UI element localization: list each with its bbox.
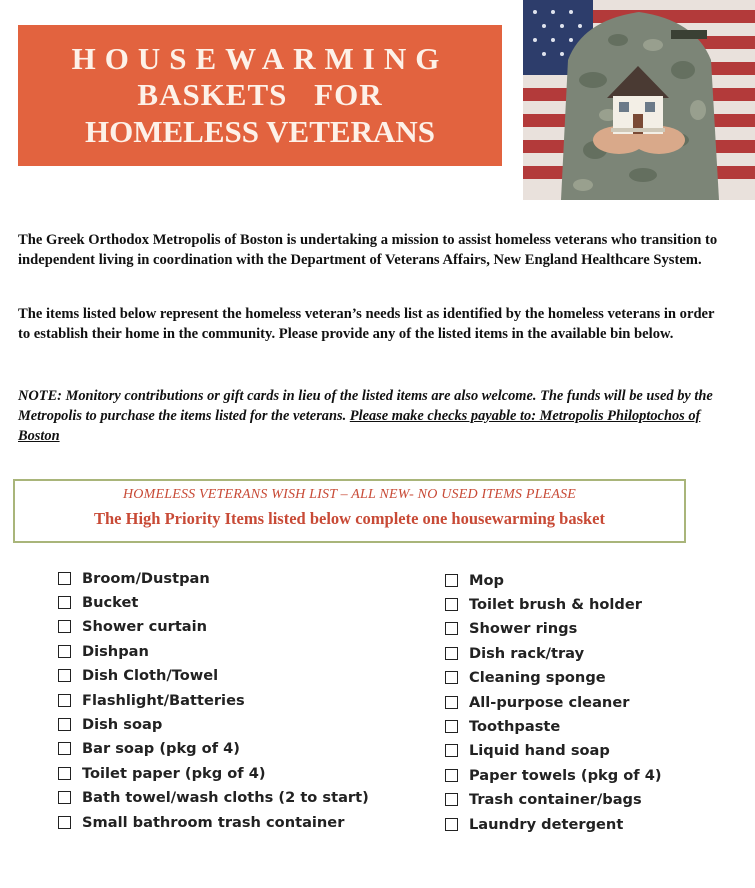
- checkbox[interactable]: [445, 622, 458, 635]
- checklist-item: [445, 763, 662, 787]
- checklist-item: [58, 590, 369, 614]
- checklist-item: [445, 812, 662, 836]
- item-label: Dish rack/tray: [469, 644, 585, 662]
- item-label: Dish Cloth/Towel: [82, 667, 219, 685]
- item-label: Small bathroom trash container: [82, 813, 345, 831]
- checkbox[interactable]: [58, 742, 71, 755]
- checklist-item: [445, 714, 662, 738]
- item-label: Broom/Dustpan: [82, 569, 210, 587]
- checklist-item: [58, 810, 369, 834]
- checklist-left-column: [58, 566, 369, 834]
- note-text: NOTE: Monitory contributions or gift cards in lieu of the listed items are also welcome. The funds will be used by the Metropolis to purchase the items listed for the veterans.: [18, 388, 713, 424]
- note-paragraph: [18, 386, 730, 446]
- checkbox[interactable]: [58, 767, 71, 780]
- item-label: All-purpose cleaner: [469, 693, 630, 711]
- checklist-item: [445, 592, 662, 616]
- title-banner: [18, 25, 502, 166]
- checkbox[interactable]: [445, 696, 458, 709]
- checklist-item: [58, 737, 369, 761]
- item-label: Cleaning sponge: [469, 669, 606, 687]
- wish-list-heading: HOMELESS VETERANS WISH LIST – ALL NEW- NO USED ITEMS PLEASE: [122, 487, 577, 502]
- title-line-3: HOMELESS VETERANS: [84, 113, 435, 149]
- intro-paragraph-2: The items listed below represent the homeless veteran’s needs list as identified by the homeless veterans in order to establish their home in the community. Please provide any of the listed items in the available bin below.: [18, 306, 715, 342]
- checklist-item: [58, 688, 369, 712]
- item-label: Trash container/bags: [469, 791, 642, 809]
- checklist-item: [58, 664, 369, 688]
- checklist-item: [445, 666, 662, 690]
- item-label: Bucket: [82, 594, 139, 612]
- checkbox[interactable]: [445, 671, 458, 684]
- checkbox[interactable]: [58, 669, 71, 682]
- checklist-item: [445, 641, 662, 665]
- checkbox[interactable]: [445, 769, 458, 782]
- checkbox[interactable]: [58, 572, 71, 585]
- checkbox[interactable]: [58, 816, 71, 829]
- title-line-1: HOUSEWARMING: [71, 40, 449, 76]
- item-label: Toilet brush & holder: [469, 596, 642, 614]
- checkbox[interactable]: [445, 818, 458, 831]
- checkbox[interactable]: [58, 596, 71, 609]
- item-label: Liquid hand soap: [469, 742, 610, 760]
- item-label: Toothpaste: [469, 718, 561, 736]
- item-label: Mop: [469, 571, 504, 589]
- item-label: Laundry detergent: [469, 815, 624, 833]
- checklist-item: [58, 566, 369, 590]
- checklist-item: [58, 639, 369, 663]
- checkbox[interactable]: [58, 645, 71, 658]
- item-label: Toilet paper (pkg of 4): [82, 764, 266, 782]
- item-label: Bath towel/wash cloths (2 to start): [82, 789, 369, 807]
- checklist-item: [445, 788, 662, 812]
- checkbox[interactable]: [58, 694, 71, 707]
- item-label: Bar soap (pkg of 4): [82, 740, 240, 758]
- checklist-item: [445, 617, 662, 641]
- checkbox[interactable]: [58, 718, 71, 731]
- checklist-right-column: [445, 568, 662, 836]
- checklist-item: [58, 786, 369, 810]
- checklist-item: [445, 739, 662, 763]
- item-label: Dishpan: [82, 642, 149, 660]
- intro-paragraph-1: The Greek Orthodox Metropolis of Boston is undertaking a mission to assist homeless veterans who transition to independent living in coordination with the Department of Veterans Affairs, New England Healthcare System.: [18, 232, 718, 268]
- checkbox[interactable]: [445, 720, 458, 733]
- checkbox[interactable]: [58, 791, 71, 804]
- checkbox[interactable]: [58, 620, 71, 633]
- wish-list-box: [13, 479, 686, 543]
- checkbox[interactable]: [445, 793, 458, 806]
- checklist-item: [445, 690, 662, 714]
- item-label: Dish soap: [82, 716, 163, 734]
- checkbox[interactable]: [445, 598, 458, 611]
- checkbox[interactable]: [445, 647, 458, 660]
- soldier-holding-house-photo: [523, 0, 755, 200]
- item-label: Shower curtain: [82, 618, 208, 636]
- title-line-2: BASKETS FOR: [137, 77, 383, 113]
- checklist-item: [58, 761, 369, 785]
- checklist-item: [58, 615, 369, 639]
- wish-list-subheading: The High Priority Items listed below complete one housewarming basket: [93, 509, 605, 528]
- item-label: Flashlight/Batteries: [82, 691, 245, 709]
- item-label: Shower rings: [469, 620, 578, 638]
- checks-payable-text: Please make checks payable to: Metropolis Philoptochos of Boston: [18, 408, 701, 444]
- checklist-item: [445, 568, 662, 592]
- checklist-item: [58, 712, 369, 736]
- checkbox[interactable]: [445, 574, 458, 587]
- checkbox[interactable]: [445, 744, 458, 757]
- item-label: Paper towels (pkg of 4): [469, 766, 662, 784]
